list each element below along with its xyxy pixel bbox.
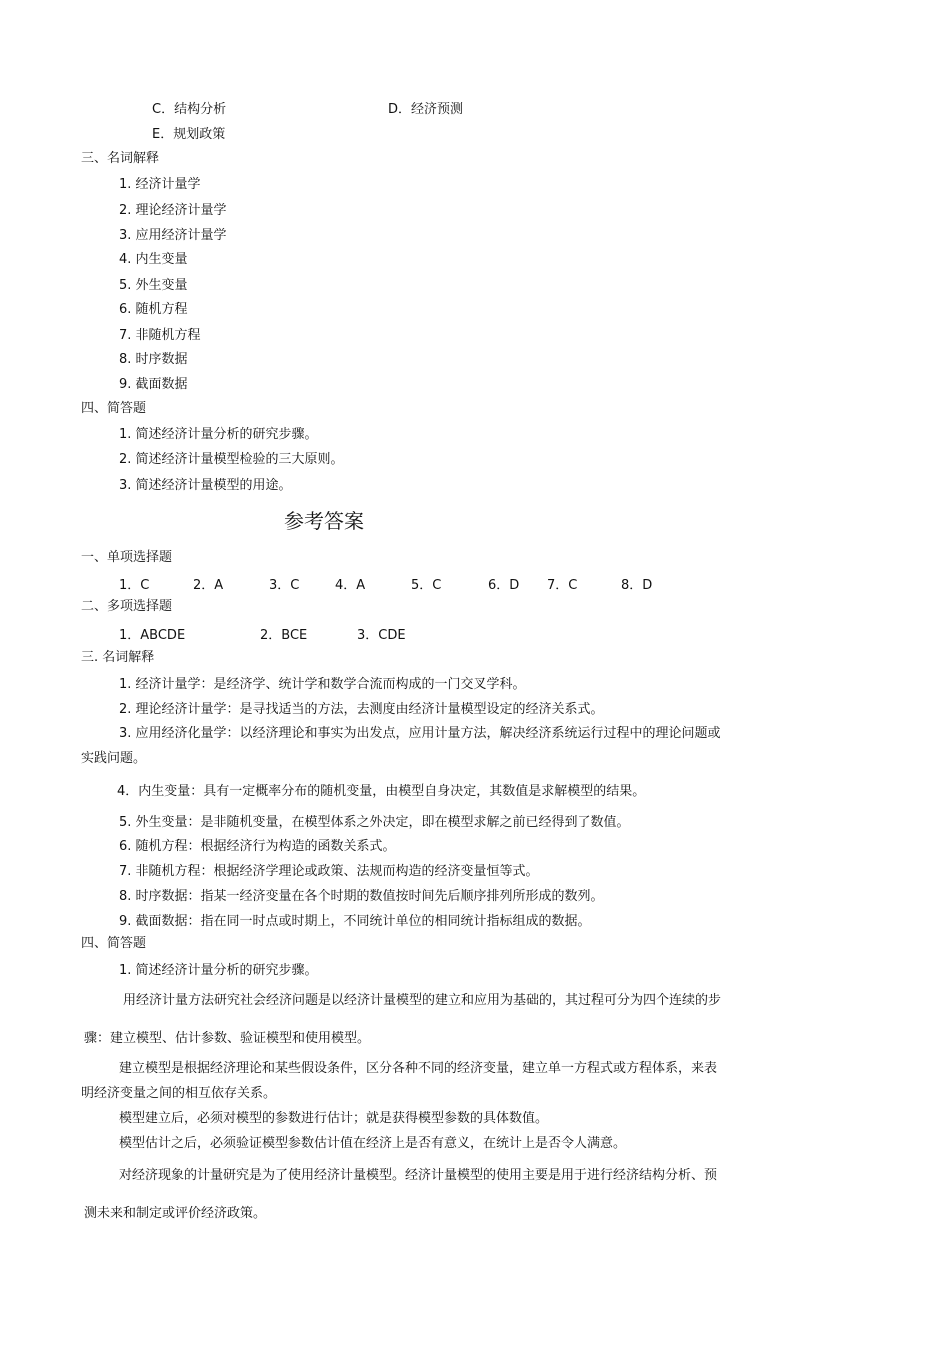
answer-paragraph: 对经济现象的计量研究是为了使用经济计量模型。经济计量模型的使用主要是用于进行经济结构分析、预 bbox=[119, 1168, 718, 1183]
definition-item: 9. 截面数据：指在同一时点或时期上，不同统计单位的相同统计指标组成的数据。 bbox=[119, 914, 591, 929]
answer-item: 3．CDE bbox=[357, 628, 406, 643]
answer-item: 2．A bbox=[193, 578, 224, 593]
definition-item: 4．内生变量：具有一定概率分布的随机变量，由模型自身决定，其数值是求解模型的结果。 bbox=[117, 784, 646, 799]
answer-item: 3．C bbox=[269, 578, 300, 593]
definition-item: 7. 非随机方程：根据经济学理论或政策、法规而构造的经济变量恒等式。 bbox=[119, 864, 539, 879]
definition-item: 5. 外生变量：是非随机变量，在模型体系之外决定，即在模型求解之前已经得到了数值。 bbox=[119, 815, 630, 830]
answer-paragraph: 测未来和制定或评价经济政策。 bbox=[84, 1206, 267, 1221]
short-answer-heading: 四、简答题 bbox=[81, 936, 147, 951]
section4-heading: 四、简答题 bbox=[81, 401, 147, 416]
definition-item: 6. 随机方程：根据经济行为构造的函数关系式。 bbox=[119, 839, 396, 854]
answer-paragraph: 建立模型是根据经济理论和某些假设条件，区分各种不同的经济变量，建立单一方程式或方程体系，来表 bbox=[119, 1061, 718, 1076]
option-e: E．规划政策 bbox=[152, 127, 226, 142]
answer-paragraph: 明经济变量之间的相互依存关系。 bbox=[81, 1086, 277, 1101]
answer-item: 4．A bbox=[335, 578, 366, 593]
term-item: 6. 随机方程 bbox=[119, 302, 188, 317]
short-answer-question: 1. 简述经济计量分析的研究步骤。 bbox=[119, 963, 318, 978]
answer-item: 8．D bbox=[621, 578, 653, 593]
question-item: 2. 简述经济计量模型检验的三大原则。 bbox=[119, 452, 344, 467]
term-item: 9. 截面数据 bbox=[119, 377, 188, 392]
answer-paragraph: 模型建立后，必须对模型的参数进行估计；就是获得模型参数的具体数值。 bbox=[119, 1111, 549, 1126]
option-c: C．结构分析 bbox=[152, 102, 227, 117]
answer-item: 2．BCE bbox=[260, 628, 308, 643]
answer-paragraph: 模型估计之后，必须验证模型参数估计值在经济上是否有意义，在统计上是否令人满意。 bbox=[119, 1136, 627, 1151]
definition-item: 3. 应用经济化量学：以经济理论和事实为出发点，应用计量方法，解决经济系统运行过程中的理论问题或 bbox=[119, 726, 721, 741]
answer-item: 6．D bbox=[488, 578, 520, 593]
term-item: 5. 外生变量 bbox=[119, 278, 188, 293]
term-item: 7. 非随机方程 bbox=[119, 328, 201, 343]
term-item: 3. 应用经济计量学 bbox=[119, 228, 227, 243]
term-item: 2. 理论经济计量学 bbox=[119, 203, 227, 218]
definition-item: 2. 理论经济计量学：是寻找适当的方法，去测度由经济计量模型设定的经济关系式。 bbox=[119, 702, 604, 717]
option-d: D．经济预测 bbox=[388, 102, 464, 117]
section3-heading: 三、名词解释 bbox=[81, 151, 160, 166]
single-choice-heading: 一、单项选择题 bbox=[81, 550, 173, 565]
term-item: 8. 时序数据 bbox=[119, 352, 188, 367]
answers-title: 参考答案 bbox=[284, 509, 364, 533]
terms-heading: 三. 名词解释 bbox=[81, 650, 155, 665]
answer-item: 7．C bbox=[547, 578, 578, 593]
term-item: 4. 内生变量 bbox=[119, 252, 188, 267]
term-item: 1. 经济计量学 bbox=[119, 177, 201, 192]
answer-item: 1．ABCDE bbox=[119, 628, 186, 643]
answer-item: 1．C bbox=[119, 578, 150, 593]
definition-continuation: 实践问题。 bbox=[81, 751, 147, 766]
definition-item: 8. 时序数据：指某一经济变量在各个时期的数值按时间先后顺序排列所形成的数列。 bbox=[119, 889, 604, 904]
question-item: 1. 简述经济计量分析的研究步骤。 bbox=[119, 427, 318, 442]
answer-paragraph: 骤：建立模型、估计参数、验证模型和使用模型。 bbox=[84, 1031, 371, 1046]
multi-choice-heading: 二、多项选择题 bbox=[81, 599, 173, 614]
answer-item: 5．C bbox=[411, 578, 442, 593]
question-item: 3. 简述经济计量模型的用途。 bbox=[119, 478, 292, 493]
answer-paragraph: 用经济计量方法研究社会经济问题是以经济计量模型的建立和应用为基础的，其过程可分为四个连续的步 bbox=[123, 993, 722, 1008]
definition-item: 1. 经济计量学：是经济学、统计学和数学合流而构成的一门交叉学科。 bbox=[119, 677, 526, 692]
